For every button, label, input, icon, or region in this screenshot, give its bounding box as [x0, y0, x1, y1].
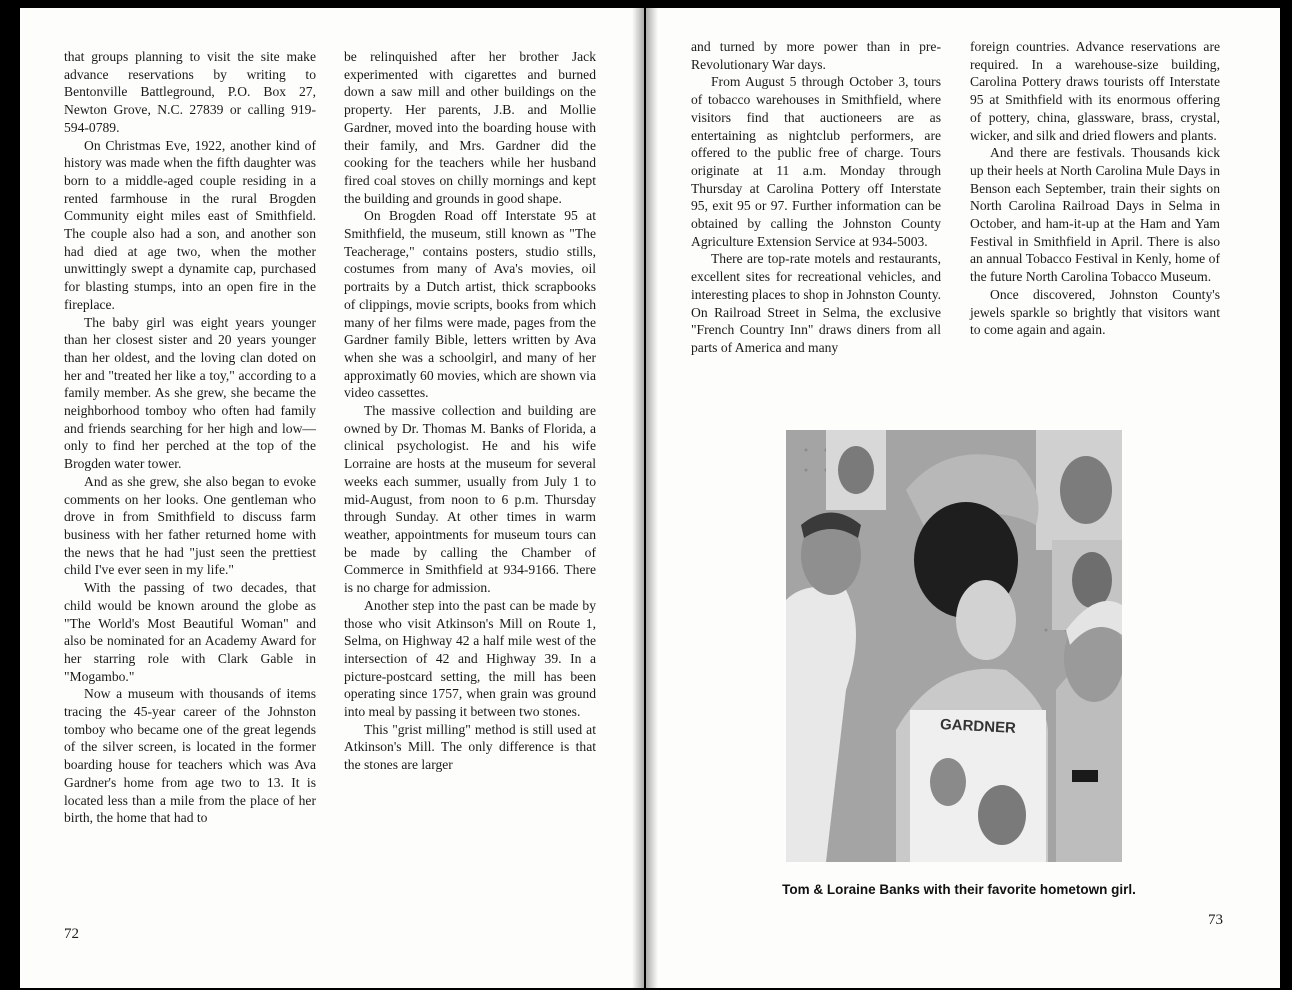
- page-number-right: 73: [1208, 912, 1223, 928]
- paragraph: And there are festivals. Thousands kick up their heels at North Carolina Mule Days in Benson each September, train their sights on North Carolina Railroad Days in Selma in October, and ham-it-up at the Ham and Yam Festival in Smithfield in April. There is also an annual Tobacco Festival in Kenly, home of the future North Carolina Tobacco Museum.: [970, 145, 1220, 285]
- paragraph: that groups planning to visit the site make advance reservations by writing to Bentonville Battleground, P.O. Box 27, Newton Grove, N.C. 27839 or calling 919-594-0789.: [64, 49, 316, 135]
- paragraph: On Brogden Road off Interstate 95 at Smithfield, the museum, still known as "The Teacherage," contains posters, studio stills, costumes from many of Ava's movies, oil portraits by a Dutch artist, thick scrapbooks of clippings, movie scripts, books from which many of her films were made, pages from the Gardner family Bible, letters written by Ava when she was a schoolgirl, and many of her approximatly 60 movies, which are shown via video cassettes.: [344, 208, 596, 401]
- paragraph: There are top-rate motels and restaurants, excellent sites for recreational vehicles, and interesting places to shop in Johnston County. On Railroad Street in Selma, the exclusive "French Country Inn" draws diners from all parts of America and many: [691, 251, 941, 355]
- paragraph: With the passing of two decades, that child would be known around the globe as "The World's Most Beautiful Woman" and also be nominated for an Academy Award for her starring role with Clark Gable in "Mogambo.": [64, 580, 316, 684]
- paragraph: be relinquished after her brother Jack experimented with cigarettes and burned down a saw mill and other buildings on the property. Her parents, J.B. and Mollie Gardner, moved into the boarding house with their family, and Mrs. Gardner did the cooking for the teachers while her husband fired coal stoves on chilly mornings and kept the building and grounds in good shape.: [344, 49, 596, 206]
- paragraph: From August 5 through October 3, tours of tobacco warehouses in Smithfield, where visitors find that auctioneers are as entertaining as nightclub performers, are offered to the public free of charge. Tours originate at 11 a.m. Monday through Thursday at Carolina Pottery off Interstate 95, exit 95 or 97. Further information can be obtained by calling the Johnston County Agriculture Extension Service at 934-5003.: [691, 74, 941, 249]
- photo-caption: Tom & Loraine Banks with their favorite hometown girl.: [782, 882, 1136, 897]
- paragraph: Now a museum with thousands of items tracing the 45-year career of the Johnston tomboy who became one of the great legends of the silver screen, is located in the former boarding house for teachers which was Ava Gardner's home from age two to 13. It is located less than a mile from the place of her birth, the home that had to: [64, 686, 316, 826]
- paragraph: And as she grew, she also began to evoke comments on her looks. One gentleman who drove in from Smithfield to discuss farm business with her father returned home with the news that he had "just seen the prettiest child I've ever seen in my life.": [64, 473, 316, 578]
- paragraph: This "grist milling" method is still used at Atkinson's Mill. The only difference is that the stones are larger: [344, 721, 596, 773]
- paragraph: On Christmas Eve, 1922, another kind of history was made when the fifth daughter was born to a middle-aged couple residing in a rented farmhouse in the rural Brogden Community eight miles east of Smithfield. The couple also had a son, and another son had died at age two, when the mother unwittingly swept a dynamite cap, purchased for blasting stumps, into an open fire in the fireplace.: [64, 137, 316, 312]
- book-gutter: [632, 8, 658, 988]
- photo-illustration: [786, 430, 1122, 862]
- right-column-1: [691, 38, 941, 357]
- paragraph: foreign countries. Advance reservations are required. In a warehouse-size building, Carolina Pottery draws tourists off Interstate 95 at Smithfield with its enormous offering of pottery, china, glassware, brass, crystal, wicker, and silk and dried flowers and plants.: [970, 39, 1220, 143]
- paragraph: The baby girl was eight years younger than her closest sister and 20 years younger than her oldest, and the loving clan doted on her and "treated her like a toy," according to a family member. As she grew, she became the neighborhood tomboy who often had family and friends searching for her high and low—only to find her perched at the top of the Brogden water tower.: [64, 314, 316, 472]
- left-column-2: [344, 48, 596, 774]
- left-column-1: [64, 48, 316, 827]
- page-number-left: 72: [64, 926, 79, 942]
- paragraph: and turned by more power than in pre-Revolutionary War days.: [691, 39, 941, 72]
- paragraph: Once discovered, Johnston County's jewels sparkle so brightly that visitors want to come again and again.: [970, 286, 1220, 338]
- right-column-2: [970, 38, 1220, 339]
- gardner-sign: GARDNER: [939, 716, 1017, 737]
- paragraph: The massive collection and building are owned by Dr. Thomas M. Banks of Florida, a clinical psychologist. He and his wife Lorraine are hosts at the museum for several weeks each summer, usually from July 1 to mid-August, from noon to 6 p.m. Thursday through Sunday. At other times in warm weather, appointments for museum tours can be made by calling the Chamber of Commerce in Smithfield at 934-9166. There is no charge for admission.: [344, 403, 596, 596]
- photograph: [786, 430, 1122, 862]
- paragraph: Another step into the past can be made by those who visit Atkinson's Mill on Route 1, Selma, on Highway 42 a half mile west of the intersection of 42 and Highway 39. In a picture-postcard setting, the mill has been operating since 1757, when grain was ground into meal by passing it between two stones.: [344, 597, 596, 720]
